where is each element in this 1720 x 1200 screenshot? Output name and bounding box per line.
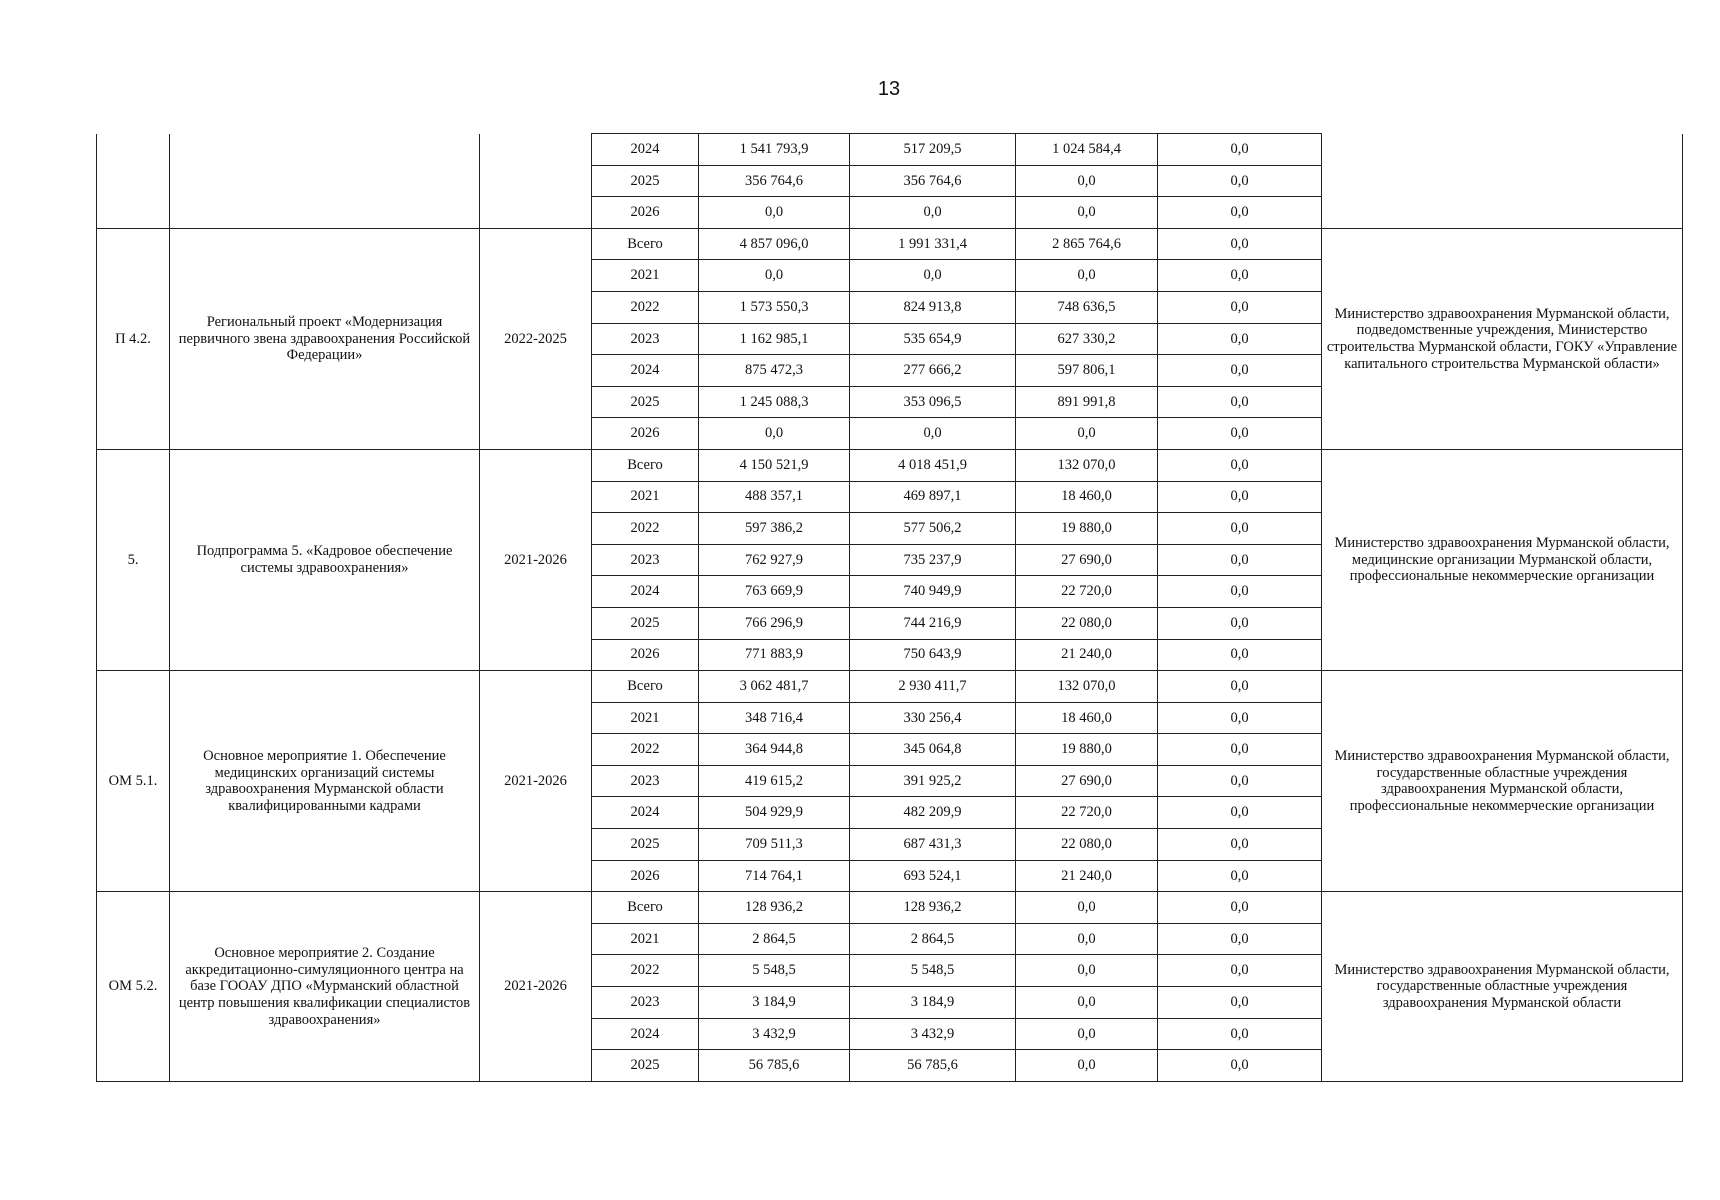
other-sources-cell: 0,0: [1158, 797, 1322, 829]
other-sources-cell: 0,0: [1158, 671, 1322, 703]
total-cell: 3 184,9: [699, 987, 850, 1019]
regional-budget-cell: 3 184,9: [850, 987, 1016, 1019]
executor-cell: [1322, 134, 1683, 229]
other-sources-cell: 0,0: [1158, 955, 1322, 987]
total-cell: 597 386,2: [699, 513, 850, 545]
federal-budget-cell: 0,0: [1016, 1050, 1158, 1082]
total-cell: 766 296,9: [699, 607, 850, 639]
other-sources-cell: 0,0: [1158, 860, 1322, 892]
other-sources-cell: 0,0: [1158, 134, 1322, 166]
period-cell: 2021-2026: [480, 449, 592, 670]
federal-budget-cell: 597 806,1: [1016, 355, 1158, 387]
federal-budget-cell: 0,0: [1016, 955, 1158, 987]
other-sources-cell: 0,0: [1158, 765, 1322, 797]
federal-budget-cell: 132 070,0: [1016, 671, 1158, 703]
year-cell: 2023: [592, 987, 699, 1019]
executor-cell: Министерство здравоохранения Мурманской области, подведомственные учреждения, Министерство строительства Мурманской области, ГОКУ «Управление капитального строительства Мурманской области»: [1322, 228, 1683, 449]
code-cell: П 4.2.: [97, 228, 170, 449]
regional-budget-cell: 687 431,3: [850, 829, 1016, 861]
total-cell: 0,0: [699, 197, 850, 229]
total-cell: 762 927,9: [699, 544, 850, 576]
executor-cell: Министерство здравоохранения Мурманской области, государственные областные учреждения здравоохранения Мурманской области: [1322, 892, 1683, 1082]
regional-budget-cell: 4 018 451,9: [850, 449, 1016, 481]
name-cell: [170, 134, 480, 229]
total-cell: 1 541 793,9: [699, 134, 850, 166]
other-sources-cell: 0,0: [1158, 449, 1322, 481]
federal-budget-cell: 22 080,0: [1016, 607, 1158, 639]
period-cell: [480, 134, 592, 229]
regional-budget-cell: 0,0: [850, 197, 1016, 229]
year-cell: 2024: [592, 1018, 699, 1050]
regional-budget-cell: 128 936,2: [850, 892, 1016, 924]
regional-budget-cell: 2 930 411,7: [850, 671, 1016, 703]
federal-budget-cell: 18 460,0: [1016, 481, 1158, 513]
federal-budget-cell: 0,0: [1016, 260, 1158, 292]
other-sources-cell: 0,0: [1158, 639, 1322, 671]
total-cell: 4 150 521,9: [699, 449, 850, 481]
other-sources-cell: 0,0: [1158, 1050, 1322, 1082]
regional-budget-cell: 2 864,5: [850, 923, 1016, 955]
total-cell: 3 432,9: [699, 1018, 850, 1050]
federal-budget-cell: 748 636,5: [1016, 291, 1158, 323]
code-cell: [97, 134, 170, 229]
federal-budget-cell: 0,0: [1016, 923, 1158, 955]
other-sources-cell: 0,0: [1158, 892, 1322, 924]
federal-budget-cell: 1 024 584,4: [1016, 134, 1158, 166]
other-sources-cell: 0,0: [1158, 418, 1322, 450]
regional-budget-cell: 391 925,2: [850, 765, 1016, 797]
year-cell: Всего: [592, 671, 699, 703]
total-cell: 1 573 550,3: [699, 291, 850, 323]
period-cell: 2021-2026: [480, 671, 592, 892]
year-cell: 2024: [592, 797, 699, 829]
other-sources-cell: 0,0: [1158, 323, 1322, 355]
regional-budget-cell: 750 643,9: [850, 639, 1016, 671]
other-sources-cell: 0,0: [1158, 734, 1322, 766]
year-cell: 2024: [592, 134, 699, 166]
code-cell: ОМ 5.1.: [97, 671, 170, 892]
total-cell: 1 245 088,3: [699, 386, 850, 418]
total-cell: 419 615,2: [699, 765, 850, 797]
total-cell: 364 944,8: [699, 734, 850, 766]
year-cell: 2026: [592, 639, 699, 671]
other-sources-cell: 0,0: [1158, 923, 1322, 955]
year-cell: 2025: [592, 165, 699, 197]
executor-cell: Министерство здравоохранения Мурманской области, государственные областные учреждения здравоохранения Мурманской области, профессиональные некоммерческие организации: [1322, 671, 1683, 892]
table-row: [97, 671, 1683, 703]
total-cell: 128 936,2: [699, 892, 850, 924]
regional-budget-cell: 693 524,1: [850, 860, 1016, 892]
federal-budget-cell: 27 690,0: [1016, 765, 1158, 797]
other-sources-cell: 0,0: [1158, 165, 1322, 197]
total-cell: 771 883,9: [699, 639, 850, 671]
period-cell: 2022-2025: [480, 228, 592, 449]
other-sources-cell: 0,0: [1158, 355, 1322, 387]
regional-budget-cell: 330 256,4: [850, 702, 1016, 734]
total-cell: 4 857 096,0: [699, 228, 850, 260]
year-cell: Всего: [592, 449, 699, 481]
federal-budget-cell: 132 070,0: [1016, 449, 1158, 481]
table-row: [97, 228, 1683, 260]
federal-budget-cell: 0,0: [1016, 1018, 1158, 1050]
federal-budget-cell: 0,0: [1016, 987, 1158, 1019]
funding-table: [96, 133, 1683, 1082]
code-cell: 5.: [97, 449, 170, 670]
regional-budget-cell: 3 432,9: [850, 1018, 1016, 1050]
other-sources-cell: 0,0: [1158, 544, 1322, 576]
total-cell: 5 548,5: [699, 955, 850, 987]
federal-budget-cell: 0,0: [1016, 197, 1158, 229]
total-cell: 356 764,6: [699, 165, 850, 197]
name-cell: Основное мероприятие 2. Создание аккредитационно-симуляционного центра на базе ГООАУ ДПО «Мурманский областной центр повышения квалификации специалистов здравоохранения»: [170, 892, 480, 1082]
federal-budget-cell: 22 720,0: [1016, 576, 1158, 608]
federal-budget-cell: 19 880,0: [1016, 513, 1158, 545]
federal-budget-cell: 21 240,0: [1016, 639, 1158, 671]
name-cell: Региональный проект «Модернизация первичного звена здравоохранения Российской Федерации»: [170, 228, 480, 449]
other-sources-cell: 0,0: [1158, 228, 1322, 260]
federal-budget-cell: 27 690,0: [1016, 544, 1158, 576]
total-cell: 709 511,3: [699, 829, 850, 861]
other-sources-cell: 0,0: [1158, 987, 1322, 1019]
year-cell: 2026: [592, 418, 699, 450]
executor-cell: Министерство здравоохранения Мурманской области, медицинские организации Мурманской области, профессиональные некоммерческие организации: [1322, 449, 1683, 670]
code-cell: ОМ 5.2.: [97, 892, 170, 1082]
total-cell: 875 472,3: [699, 355, 850, 387]
year-cell: 2022: [592, 291, 699, 323]
year-cell: 2024: [592, 576, 699, 608]
year-cell: 2022: [592, 955, 699, 987]
regional-budget-cell: 469 897,1: [850, 481, 1016, 513]
federal-budget-cell: 0,0: [1016, 165, 1158, 197]
total-cell: 56 785,6: [699, 1050, 850, 1082]
year-cell: 2022: [592, 513, 699, 545]
other-sources-cell: 0,0: [1158, 197, 1322, 229]
year-cell: 2026: [592, 860, 699, 892]
total-cell: 2 864,5: [699, 923, 850, 955]
federal-budget-cell: 21 240,0: [1016, 860, 1158, 892]
year-cell: 2025: [592, 607, 699, 639]
other-sources-cell: 0,0: [1158, 702, 1322, 734]
regional-budget-cell: 740 949,9: [850, 576, 1016, 608]
year-cell: 2023: [592, 544, 699, 576]
year-cell: Всего: [592, 892, 699, 924]
year-cell: 2021: [592, 923, 699, 955]
federal-budget-cell: 0,0: [1016, 418, 1158, 450]
regional-budget-cell: 0,0: [850, 260, 1016, 292]
year-cell: 2026: [592, 197, 699, 229]
total-cell: 3 062 481,7: [699, 671, 850, 703]
year-cell: 2025: [592, 1050, 699, 1082]
total-cell: 763 669,9: [699, 576, 850, 608]
year-cell: 2025: [592, 829, 699, 861]
year-cell: 2025: [592, 386, 699, 418]
other-sources-cell: 0,0: [1158, 260, 1322, 292]
period-cell: 2021-2026: [480, 892, 592, 1082]
total-cell: 0,0: [699, 260, 850, 292]
other-sources-cell: 0,0: [1158, 386, 1322, 418]
total-cell: 504 929,9: [699, 797, 850, 829]
table-row: [97, 892, 1683, 924]
regional-budget-cell: 0,0: [850, 418, 1016, 450]
other-sources-cell: 0,0: [1158, 291, 1322, 323]
year-cell: 2021: [592, 702, 699, 734]
regional-budget-cell: 517 209,5: [850, 134, 1016, 166]
federal-budget-cell: 2 865 764,6: [1016, 228, 1158, 260]
year-cell: Всего: [592, 228, 699, 260]
name-cell: Основное мероприятие 1. Обеспечение медицинских организаций системы здравоохранения Мурманской области квалифицированными кадрами: [170, 671, 480, 892]
regional-budget-cell: 277 666,2: [850, 355, 1016, 387]
federal-budget-cell: 22 720,0: [1016, 797, 1158, 829]
other-sources-cell: 0,0: [1158, 1018, 1322, 1050]
page-number: 13: [877, 78, 901, 100]
regional-budget-cell: 744 216,9: [850, 607, 1016, 639]
year-cell: 2023: [592, 323, 699, 355]
total-cell: 0,0: [699, 418, 850, 450]
regional-budget-cell: 735 237,9: [850, 544, 1016, 576]
name-cell: Подпрограмма 5. «Кадровое обеспечение системы здравоохранения»: [170, 449, 480, 670]
federal-budget-cell: 19 880,0: [1016, 734, 1158, 766]
total-cell: 714 764,1: [699, 860, 850, 892]
year-cell: 2021: [592, 481, 699, 513]
year-cell: 2022: [592, 734, 699, 766]
other-sources-cell: 0,0: [1158, 607, 1322, 639]
regional-budget-cell: 356 764,6: [850, 165, 1016, 197]
table-row: [97, 449, 1683, 481]
regional-budget-cell: 56 785,6: [850, 1050, 1016, 1082]
regional-budget-cell: 824 913,8: [850, 291, 1016, 323]
federal-budget-cell: 22 080,0: [1016, 829, 1158, 861]
table-row: [97, 134, 1683, 166]
other-sources-cell: 0,0: [1158, 576, 1322, 608]
other-sources-cell: 0,0: [1158, 513, 1322, 545]
year-cell: 2024: [592, 355, 699, 387]
federal-budget-cell: 627 330,2: [1016, 323, 1158, 355]
federal-budget-cell: 891 991,8: [1016, 386, 1158, 418]
other-sources-cell: 0,0: [1158, 481, 1322, 513]
year-cell: 2023: [592, 765, 699, 797]
total-cell: 1 162 985,1: [699, 323, 850, 355]
other-sources-cell: 0,0: [1158, 829, 1322, 861]
year-cell: 2021: [592, 260, 699, 292]
federal-budget-cell: 18 460,0: [1016, 702, 1158, 734]
regional-budget-cell: 5 548,5: [850, 955, 1016, 987]
regional-budget-cell: 577 506,2: [850, 513, 1016, 545]
regional-budget-cell: 345 064,8: [850, 734, 1016, 766]
regional-budget-cell: 353 096,5: [850, 386, 1016, 418]
total-cell: 348 716,4: [699, 702, 850, 734]
regional-budget-cell: 1 991 331,4: [850, 228, 1016, 260]
total-cell: 488 357,1: [699, 481, 850, 513]
regional-budget-cell: 535 654,9: [850, 323, 1016, 355]
federal-budget-cell: 0,0: [1016, 892, 1158, 924]
regional-budget-cell: 482 209,9: [850, 797, 1016, 829]
